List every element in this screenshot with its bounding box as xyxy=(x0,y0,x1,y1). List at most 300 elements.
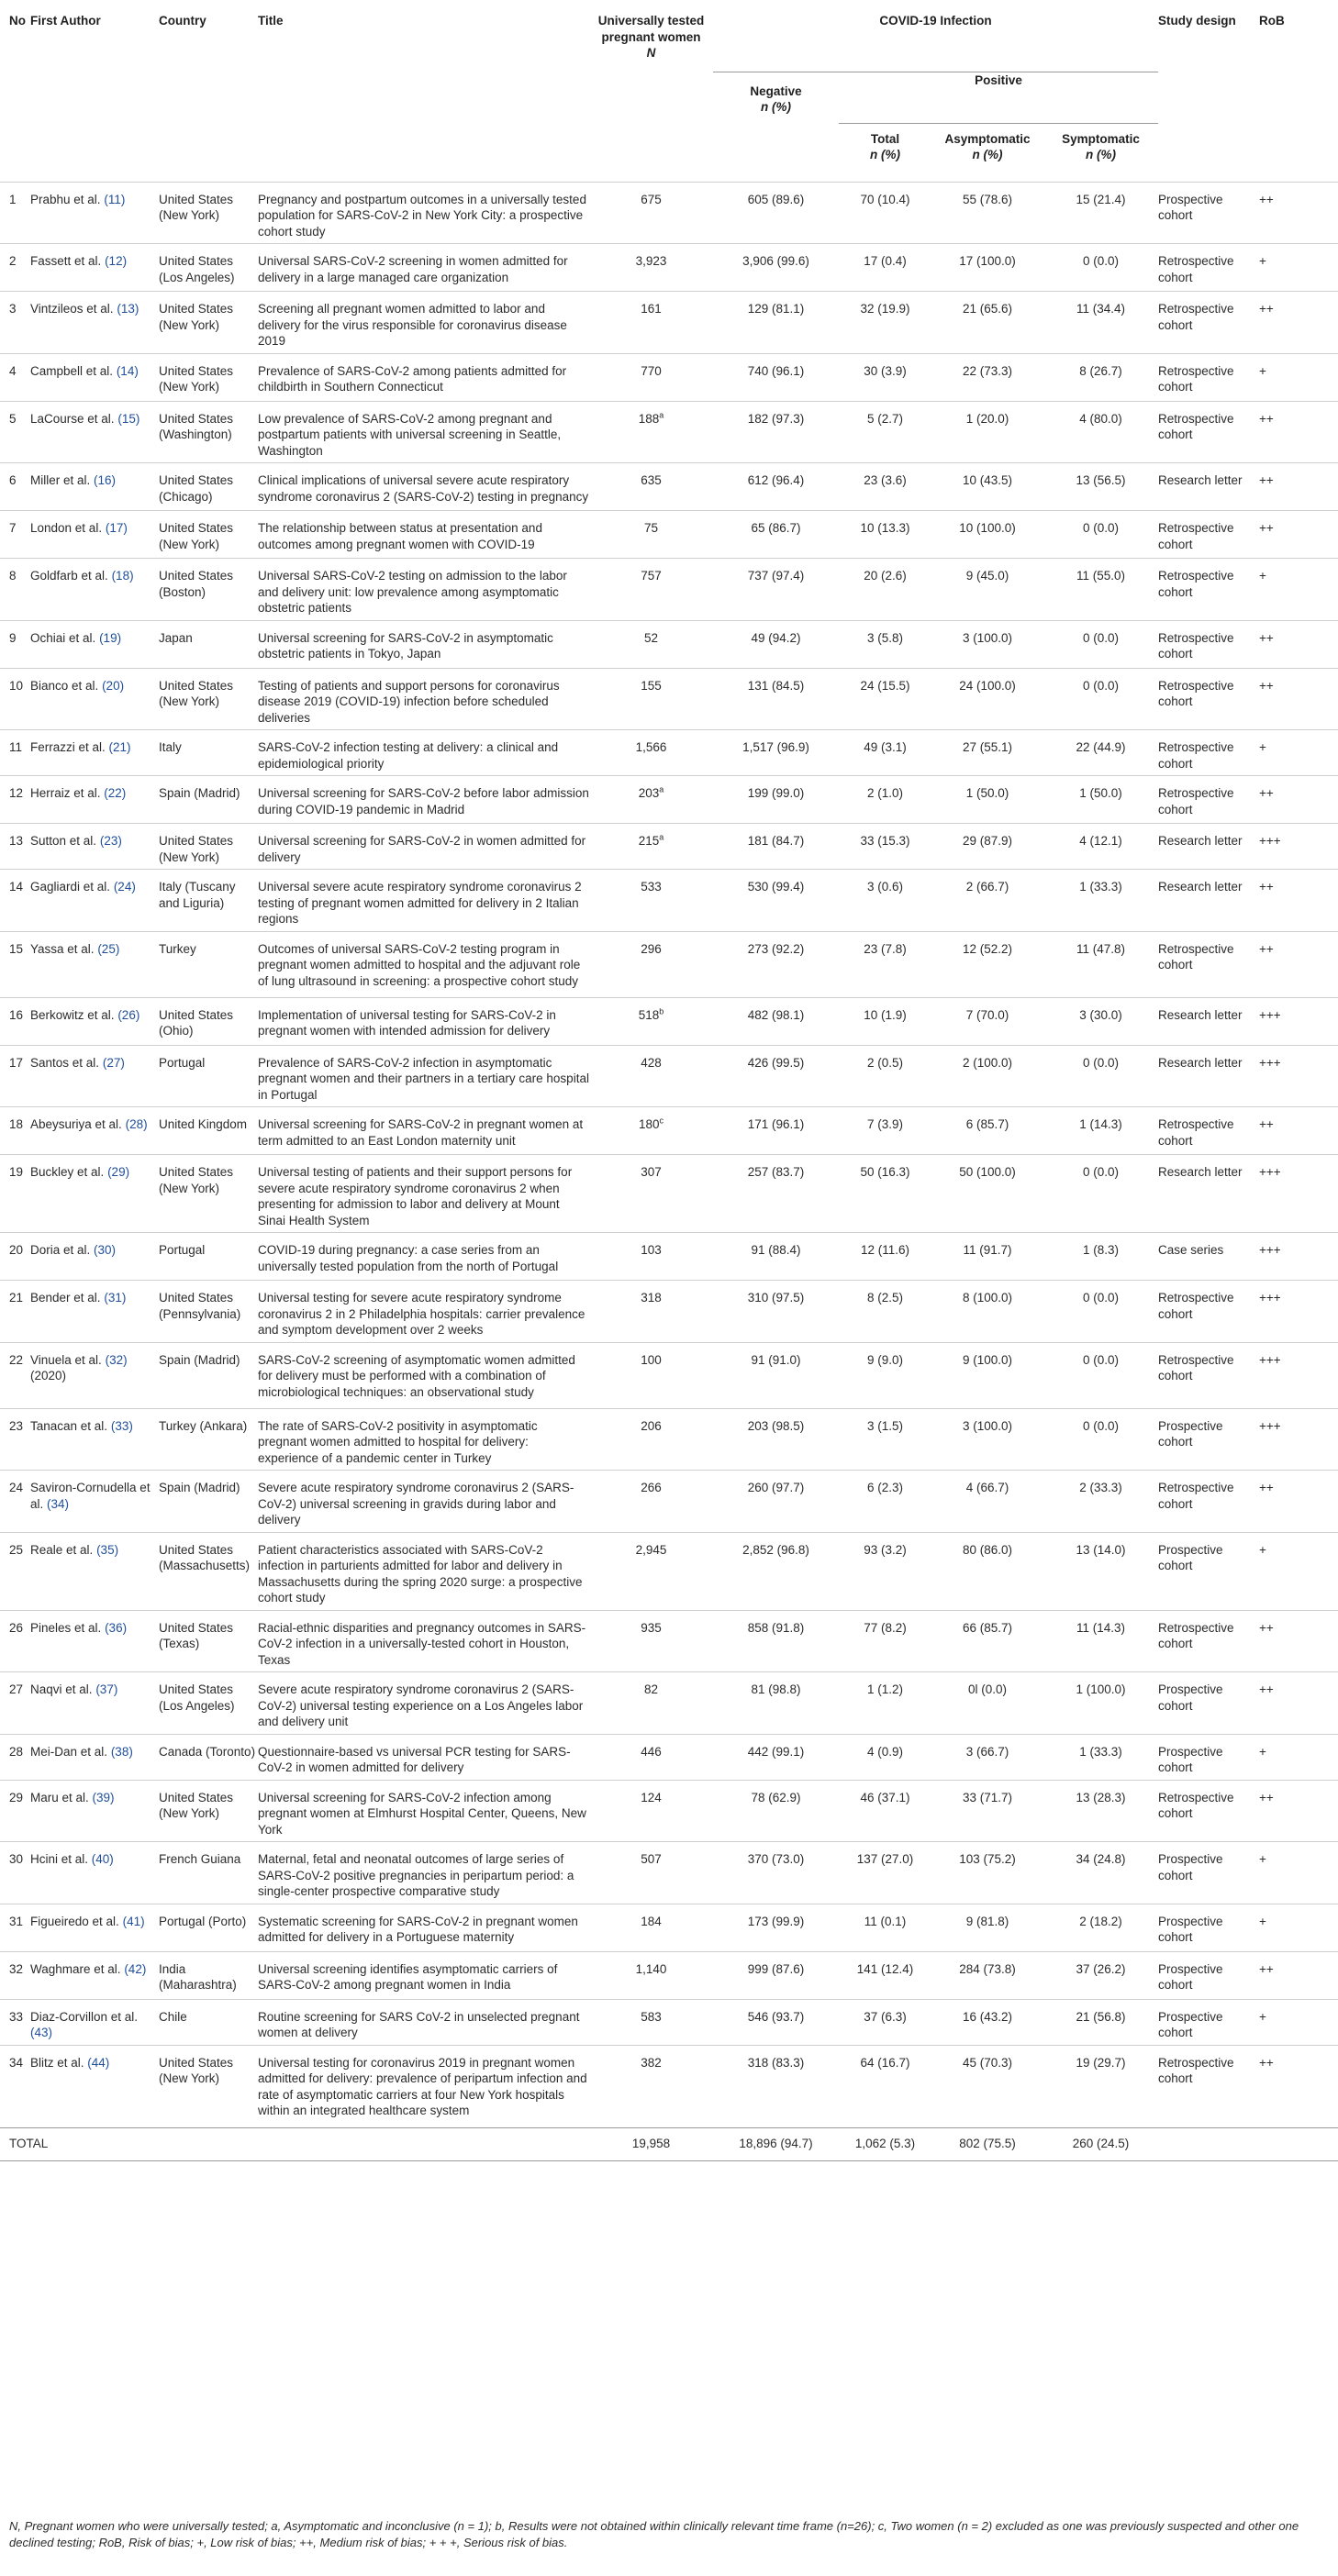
tested-n-value: 82 xyxy=(643,1682,659,1696)
author-name: Bender et al. xyxy=(30,1291,101,1305)
row-negative: 370 (73.0) xyxy=(713,1842,839,1904)
row-number: 14 xyxy=(0,870,30,932)
reference-link[interactable]: (12) xyxy=(105,254,128,268)
row-number: 2 xyxy=(0,244,30,292)
row-asymptomatic: 284 (73.8) xyxy=(931,1951,1043,1999)
row-negative: 65 (86.7) xyxy=(713,511,839,559)
row-author xyxy=(30,997,159,1045)
reference-link[interactable]: (34) xyxy=(47,1496,70,1511)
row-negative: 273 (92.2) xyxy=(713,931,839,997)
row-country: Italy xyxy=(159,730,258,776)
header-total xyxy=(839,123,931,182)
row-asymptomatic: 6 (85.7) xyxy=(931,1107,1043,1155)
table-row xyxy=(0,1610,1338,1672)
table-row xyxy=(0,1999,1338,2045)
row-study-design: Prospective cohort xyxy=(1158,1532,1259,1610)
table-row xyxy=(0,182,1338,244)
row-number: 6 xyxy=(0,463,30,511)
tested-n-value: 100 xyxy=(641,1352,662,1367)
row-asymptomatic: 9 (45.0) xyxy=(931,559,1043,621)
row-number: 22 xyxy=(0,1342,30,1408)
row-country: India (Maharashtra) xyxy=(159,1951,258,1999)
reference-link[interactable]: (35) xyxy=(96,1542,119,1557)
row-rob: + xyxy=(1259,353,1338,401)
row-symptomatic: 4 (80.0) xyxy=(1043,401,1158,463)
row-positive-total: 77 (8.2) xyxy=(839,1610,931,1672)
reference-link[interactable]: (21) xyxy=(108,740,131,754)
table-row xyxy=(0,1951,1338,1999)
row-study-design: Retrospective cohort xyxy=(1158,1610,1259,1672)
author-name: Figueiredo et al. xyxy=(30,1914,119,1928)
reference-link[interactable]: (24) xyxy=(113,880,136,894)
row-tested-n xyxy=(589,1045,713,1107)
total-label: TOTAL xyxy=(0,2127,589,2161)
author-name: London et al. xyxy=(30,521,103,535)
row-symptomatic: 0 (0.0) xyxy=(1043,244,1158,292)
row-number: 4 xyxy=(0,353,30,401)
author-name: Campbell et al. xyxy=(30,363,114,378)
row-asymptomatic: 1 (50.0) xyxy=(931,776,1043,824)
table-row xyxy=(0,401,1338,463)
row-study-design: Research letter xyxy=(1158,824,1259,870)
table-row xyxy=(0,1045,1338,1107)
reference-link[interactable]: (30) xyxy=(94,1243,117,1257)
header-tested-line2: pregnant women xyxy=(601,29,701,44)
row-study-design: Retrospective cohort xyxy=(1158,244,1259,292)
row-country: United States (New York) xyxy=(159,353,258,401)
tested-n-value: 428 xyxy=(641,1055,662,1070)
table-row xyxy=(0,1233,1338,1281)
author-name: LaCourse et al. xyxy=(30,411,115,426)
row-positive-total: 5 (2.7) xyxy=(839,401,931,463)
table-row xyxy=(0,776,1338,824)
header-rob: RoB xyxy=(1259,14,1285,28)
row-rob: ++ xyxy=(1259,1107,1338,1155)
row-study-design: Prospective cohort xyxy=(1158,1408,1259,1471)
reference-link[interactable]: (41) xyxy=(122,1914,145,1928)
reference-link[interactable]: (25) xyxy=(97,941,120,956)
row-asymptomatic: 0l (0.0) xyxy=(931,1672,1043,1735)
reference-link[interactable]: (38) xyxy=(110,1744,133,1759)
table-row xyxy=(0,730,1338,776)
row-asymptomatic: 24 (100.0) xyxy=(931,668,1043,730)
row-number: 21 xyxy=(0,1281,30,1343)
row-negative: 858 (91.8) xyxy=(713,1610,839,1672)
reference-link[interactable]: (27) xyxy=(102,1055,125,1070)
tested-n-value: 266 xyxy=(641,1481,662,1494)
row-title: Universal testing for coronavirus 2019 in pregnant women admitted for delivery: prevalence of peripartum infection and rate of asymptomatic carriers at four New York hospitals within an integrated healthcare system xyxy=(258,2045,589,2127)
row-asymptomatic: 29 (87.9) xyxy=(931,824,1043,870)
row-asymptomatic: 9 (100.0) xyxy=(931,1342,1043,1408)
row-number: 9 xyxy=(0,620,30,668)
tested-n-value: 518 xyxy=(638,1007,660,1022)
row-title: Implementation of universal testing for SARS-CoV-2 in pregnant women with intended admission for delivery xyxy=(258,997,589,1045)
row-study-design: Retrospective cohort xyxy=(1158,1471,1259,1533)
row-positive-total: 32 (19.9) xyxy=(839,292,931,354)
reference-link[interactable]: (17) xyxy=(105,521,128,535)
reference-link[interactable]: (44) xyxy=(87,2055,110,2070)
reference-link[interactable]: (39) xyxy=(92,1790,115,1804)
row-study-design: Retrospective cohort xyxy=(1158,1780,1259,1842)
footnote-marker: c xyxy=(659,1116,664,1126)
row-study-design: Research letter xyxy=(1158,1155,1259,1233)
tested-n-value: 184 xyxy=(641,1914,662,1928)
author-name: Gagliardi et al. xyxy=(30,880,111,894)
row-study-design: Prospective cohort xyxy=(1158,1904,1259,1951)
tested-n-value: 1,566 xyxy=(635,740,667,754)
table-footnote: N, Pregnant women who were universally tested; a, Asymptomatic and inconclusive (n = 1); b, Results were not obtained within clinically relevant time frame (n=26); c, Two women (n = 2) excluded as one was previously suspected and other one declined testing; RoB, Risk of bias; +, Low risk of bias; ++, Medium risk of bias; + + +, Serious risk of bias. xyxy=(9,2519,1299,2549)
tested-n-value: 533 xyxy=(641,880,662,894)
header-negative-unit: n (%) xyxy=(761,100,791,114)
tested-n-value: 75 xyxy=(643,521,659,535)
row-study-design: Retrospective cohort xyxy=(1158,730,1259,776)
row-study-design: Retrospective cohort xyxy=(1158,776,1259,824)
tested-n-value: 52 xyxy=(643,630,659,645)
row-tested-n xyxy=(589,182,713,244)
row-rob: ++ xyxy=(1259,1951,1338,1999)
row-study-design: Retrospective cohort xyxy=(1158,1107,1259,1155)
reference-link[interactable]: (28) xyxy=(125,1117,148,1131)
row-rob: + xyxy=(1259,244,1338,292)
table-row xyxy=(0,1904,1338,1951)
row-author xyxy=(30,1951,159,1999)
row-number: 28 xyxy=(0,1734,30,1780)
row-positive-total: 141 (12.4) xyxy=(839,1951,931,1999)
header-negative-label: Negative xyxy=(750,83,802,98)
row-tested-n xyxy=(589,1999,713,2045)
author-name: Saviron-Cornudella et al. xyxy=(30,1481,151,1511)
row-author xyxy=(30,292,159,354)
row-country: United States (Texas) xyxy=(159,1610,258,1672)
row-tested-n xyxy=(589,620,713,668)
row-positive-total: 10 (1.9) xyxy=(839,997,931,1045)
row-rob: + xyxy=(1259,559,1338,621)
row-study-design: Retrospective cohort xyxy=(1158,511,1259,559)
reference-link[interactable]: (33) xyxy=(110,1418,133,1433)
row-asymptomatic: 8 (100.0) xyxy=(931,1281,1043,1343)
reference-link[interactable]: (26) xyxy=(117,1007,140,1022)
row-country: United States (New York) xyxy=(159,292,258,354)
reference-link[interactable]: (19) xyxy=(99,630,122,645)
row-asymptomatic: 1 (20.0) xyxy=(931,401,1043,463)
row-asymptomatic: 2 (100.0) xyxy=(931,1045,1043,1107)
row-negative: 612 (96.4) xyxy=(713,463,839,511)
row-country: Japan xyxy=(159,620,258,668)
row-symptomatic: 11 (14.3) xyxy=(1043,1610,1158,1672)
row-positive-total: 37 (6.3) xyxy=(839,1999,931,2045)
row-symptomatic: 1 (14.3) xyxy=(1043,1107,1158,1155)
row-number: 29 xyxy=(0,1780,30,1842)
row-tested-n xyxy=(589,730,713,776)
reference-link[interactable]: (20) xyxy=(102,678,125,693)
row-number: 32 xyxy=(0,1951,30,1999)
row-positive-total: 20 (2.6) xyxy=(839,559,931,621)
reference-link[interactable]: (13) xyxy=(117,302,139,316)
row-author xyxy=(30,1904,159,1951)
row-country: Portugal (Porto) xyxy=(159,1904,258,1951)
row-tested-n xyxy=(589,1233,713,1281)
header-negative xyxy=(713,72,839,182)
row-tested-n xyxy=(589,668,713,730)
row-author xyxy=(30,1672,159,1735)
row-rob: +++ xyxy=(1259,1155,1338,1233)
row-tested-n xyxy=(589,511,713,559)
author-name: Miller et al. xyxy=(30,473,91,487)
row-negative: 605 (89.6) xyxy=(713,182,839,244)
tested-n-value: 155 xyxy=(641,678,662,693)
row-negative: 203 (98.5) xyxy=(713,1408,839,1471)
row-tested-n xyxy=(589,1281,713,1343)
author-name: Blitz et al. xyxy=(30,2055,84,2070)
row-negative: 260 (97.7) xyxy=(713,1471,839,1533)
row-number: 24 xyxy=(0,1471,30,1533)
row-negative: 999 (87.6) xyxy=(713,1951,839,1999)
row-symptomatic: 0 (0.0) xyxy=(1043,1155,1158,1233)
table-header xyxy=(0,0,1338,182)
tested-n-value: 507 xyxy=(641,1852,662,1866)
row-negative: 182 (97.3) xyxy=(713,401,839,463)
row-title: SARS-CoV-2 infection testing at delivery: a clinical and epidemiological priority xyxy=(258,730,589,776)
row-positive-total: 7 (3.9) xyxy=(839,1107,931,1155)
row-author xyxy=(30,1233,159,1281)
row-positive-total: 49 (3.1) xyxy=(839,730,931,776)
header-tested xyxy=(589,0,713,182)
author-name: Santos et al. xyxy=(30,1055,100,1070)
header-positive-label: Positive xyxy=(975,72,1022,87)
row-positive-total: 33 (15.3) xyxy=(839,824,931,870)
footnote-marker: a xyxy=(659,410,664,419)
row-asymptomatic: 80 (86.0) xyxy=(931,1532,1043,1610)
row-asymptomatic: 11 (91.7) xyxy=(931,1233,1043,1281)
row-tested-n xyxy=(589,997,713,1045)
row-asymptomatic: 9 (81.8) xyxy=(931,1904,1043,1951)
row-symptomatic: 2 (18.2) xyxy=(1043,1904,1158,1951)
row-asymptomatic: 55 (78.6) xyxy=(931,182,1043,244)
row-negative: 2,852 (96.8) xyxy=(713,1532,839,1610)
row-tested-n xyxy=(589,463,713,511)
author-name: Prabhu et al. xyxy=(30,192,101,206)
row-asymptomatic: 21 (65.6) xyxy=(931,292,1043,354)
table-row xyxy=(0,463,1338,511)
total-row xyxy=(0,2127,1338,2161)
row-number: 33 xyxy=(0,1999,30,2045)
row-symptomatic: 13 (14.0) xyxy=(1043,1532,1158,1610)
row-tested-n xyxy=(589,1672,713,1735)
row-asymptomatic: 50 (100.0) xyxy=(931,1155,1043,1233)
table-row xyxy=(0,353,1338,401)
header-symptomatic xyxy=(1043,123,1158,182)
row-rob: ++ xyxy=(1259,463,1338,511)
author-name: Berkowitz et al. xyxy=(30,1007,115,1022)
row-asymptomatic: 3 (66.7) xyxy=(931,1734,1043,1780)
table-row xyxy=(0,668,1338,730)
row-asymptomatic: 22 (73.3) xyxy=(931,353,1043,401)
header-asymptomatic xyxy=(931,123,1043,182)
row-rob: ++ xyxy=(1259,2045,1338,2127)
author-name: Vinuela et al. xyxy=(30,1352,102,1367)
row-study-design: Prospective cohort xyxy=(1158,1672,1259,1735)
row-rob: + xyxy=(1259,1904,1338,1951)
row-rob: ++ xyxy=(1259,620,1338,668)
row-author xyxy=(30,559,159,621)
row-negative: 318 (83.3) xyxy=(713,2045,839,2127)
row-rob: ++ xyxy=(1259,511,1338,559)
row-number: 27 xyxy=(0,1672,30,1735)
row-negative: 482 (98.1) xyxy=(713,997,839,1045)
tested-n-value: 296 xyxy=(641,941,662,956)
row-negative: 740 (96.1) xyxy=(713,353,839,401)
row-title: The relationship between status at presentation and outcomes among pregnant women with COVID-19 xyxy=(258,511,589,559)
row-title: Universal testing for severe acute respiratory syndrome coronavirus 2 in 2 Philadelphia hospitals: carrier prevalence and symptom development over 2 weeks xyxy=(258,1281,589,1343)
row-author xyxy=(30,244,159,292)
row-symptomatic: 8 (26.7) xyxy=(1043,353,1158,401)
row-asymptomatic: 3 (100.0) xyxy=(931,620,1043,668)
row-study-design: Prospective cohort xyxy=(1158,182,1259,244)
row-rob: ++ xyxy=(1259,776,1338,824)
row-symptomatic: 0 (0.0) xyxy=(1043,1342,1158,1408)
row-country: Turkey (Ankara) xyxy=(159,1408,258,1471)
total-empty-design xyxy=(1158,2127,1259,2161)
tested-n-value: 180 xyxy=(638,1117,660,1131)
reference-link[interactable]: (18) xyxy=(111,569,134,583)
row-title: Screening all pregnant women admitted to labor and delivery for the virus responsible for coronavirus disease 2019 xyxy=(258,292,589,354)
reference-link[interactable]: (22) xyxy=(104,786,127,800)
row-title: Severe acute respiratory syndrome coronavirus 2 (SARS-CoV-2) universal screening in gravids during labor and delivery xyxy=(258,1471,589,1533)
reference-link[interactable]: (42) xyxy=(124,1961,147,1976)
reference-link[interactable]: (36) xyxy=(105,1620,128,1635)
row-asymptomatic: 4 (66.7) xyxy=(931,1471,1043,1533)
table-row xyxy=(0,1780,1338,1842)
row-rob: +++ xyxy=(1259,997,1338,1045)
row-number: 12 xyxy=(0,776,30,824)
row-tested-n xyxy=(589,1342,713,1408)
row-tested-n xyxy=(589,1532,713,1610)
author-name: Tanacan et al. xyxy=(30,1418,108,1433)
row-asymptomatic: 103 (75.2) xyxy=(931,1842,1043,1904)
row-title: Patient characteristics associated with SARS-CoV-2 infection in parturients admitted for labor and delivery in Massachusetts during the spring 2020 surge: a prospective cohort study xyxy=(258,1532,589,1610)
row-symptomatic: 1 (33.3) xyxy=(1043,1734,1158,1780)
row-positive-total: 12 (11.6) xyxy=(839,1233,931,1281)
row-study-design: Research letter xyxy=(1158,997,1259,1045)
reference-link[interactable]: (14) xyxy=(116,363,139,378)
header-tested-line3: N xyxy=(646,46,656,60)
row-number: 7 xyxy=(0,511,30,559)
row-rob: +++ xyxy=(1259,1281,1338,1343)
row-number: 23 xyxy=(0,1408,30,1471)
author-name: Buckley et al. xyxy=(30,1165,105,1179)
row-title: Low prevalence of SARS-CoV-2 among pregnant and postpartum patients with universal screening in Seattle, Washington xyxy=(258,401,589,463)
row-author xyxy=(30,1610,159,1672)
reference-link[interactable]: (31) xyxy=(104,1291,127,1305)
author-name: Naqvi et al. xyxy=(30,1682,93,1696)
row-title: Pregnancy and postpartum outcomes in a universally tested population for SARS-CoV-2 in New York City: a prospective cohort study xyxy=(258,182,589,244)
row-title: SARS-CoV-2 screening of asymptomatic women admitted for delivery must be performed with a combination of microbiological techniques: an observational study xyxy=(258,1342,589,1408)
row-symptomatic: 0 (0.0) xyxy=(1043,1281,1158,1343)
row-title: Universal screening identifies asymptomatic carriers of SARS-CoV-2 among pregnant women in India xyxy=(258,1951,589,1999)
table-row xyxy=(0,1672,1338,1735)
row-title: Routine screening for SARS CoV-2 in unselected pregnant women at delivery xyxy=(258,1999,589,2045)
row-study-design: Retrospective cohort xyxy=(1158,559,1259,621)
tested-n-value: 103 xyxy=(641,1243,662,1257)
row-number: 31 xyxy=(0,1904,30,1951)
reference-link[interactable]: (15) xyxy=(117,411,140,426)
row-symptomatic: 1 (50.0) xyxy=(1043,776,1158,824)
header-symptomatic-label: Symptomatic xyxy=(1062,131,1140,146)
row-positive-total: 10 (13.3) xyxy=(839,511,931,559)
reference-link[interactable]: (16) xyxy=(94,473,117,487)
row-negative: 173 (99.9) xyxy=(713,1904,839,1951)
row-study-design: Prospective cohort xyxy=(1158,1951,1259,1999)
author-name: Maru et al. xyxy=(30,1790,89,1804)
table-row xyxy=(0,620,1338,668)
row-author xyxy=(30,1734,159,1780)
row-author xyxy=(30,1780,159,1842)
reference-link[interactable]: (40) xyxy=(91,1852,114,1866)
row-symptomatic: 1 (8.3) xyxy=(1043,1233,1158,1281)
row-title: Universal screening for SARS-CoV-2 before labor admission during COVID-19 pandemic in Madrid xyxy=(258,776,589,824)
tested-n-value: 124 xyxy=(641,1790,662,1804)
row-title: Testing of patients and support persons for coronavirus disease 2019 (COVID-19) infection before scheduled deliveries xyxy=(258,668,589,730)
table-row xyxy=(0,997,1338,1045)
row-asymptomatic: 17 (100.0) xyxy=(931,244,1043,292)
row-tested-n xyxy=(589,1904,713,1951)
table-row xyxy=(0,511,1338,559)
reference-link[interactable]: (37) xyxy=(95,1682,118,1696)
row-positive-total: 93 (3.2) xyxy=(839,1532,931,1610)
row-study-design: Retrospective cohort xyxy=(1158,2045,1259,2127)
row-negative: 1,517 (96.9) xyxy=(713,730,839,776)
row-country: United Kingdom xyxy=(159,1107,258,1155)
row-positive-total: 24 (15.5) xyxy=(839,668,931,730)
row-number: 8 xyxy=(0,559,30,621)
reference-link[interactable]: (23) xyxy=(99,834,122,848)
row-symptomatic: 13 (56.5) xyxy=(1043,463,1158,511)
row-rob: + xyxy=(1259,1734,1338,1780)
author-name: Waghmare et al. xyxy=(30,1961,121,1976)
row-positive-total: 2 (1.0) xyxy=(839,776,931,824)
row-number: 25 xyxy=(0,1532,30,1610)
reference-link[interactable]: (29) xyxy=(107,1165,130,1179)
row-symptomatic: 1 (100.0) xyxy=(1043,1672,1158,1735)
row-author xyxy=(30,730,159,776)
reference-link[interactable]: (43) xyxy=(30,2026,53,2039)
total-symptomatic: 260 (24.5) xyxy=(1043,2127,1158,2161)
author-name: Ferrazzi et al. xyxy=(30,740,106,754)
row-positive-total: 50 (16.3) xyxy=(839,1155,931,1233)
tested-n-value: 583 xyxy=(641,2009,662,2024)
tested-n-value: 2,945 xyxy=(635,1542,667,1557)
row-negative: 129 (81.1) xyxy=(713,292,839,354)
row-positive-total: 64 (16.7) xyxy=(839,2045,931,2127)
row-positive-total: 70 (10.4) xyxy=(839,182,931,244)
row-author xyxy=(30,931,159,997)
row-asymptomatic: 3 (100.0) xyxy=(931,1408,1043,1471)
row-rob: ++ xyxy=(1259,401,1338,463)
row-author xyxy=(30,1281,159,1343)
reference-link[interactable]: (11) xyxy=(104,192,126,206)
total-negative: 18,896 (94.7) xyxy=(713,2127,839,2161)
row-symptomatic: 0 (0.0) xyxy=(1043,668,1158,730)
row-positive-total: 137 (27.0) xyxy=(839,1842,931,1904)
row-country: Spain (Madrid) xyxy=(159,1471,258,1533)
row-title: Universal screening for SARS-CoV-2 infection among pregnant women at Elmhurst Hospital Center, Queens, New York xyxy=(258,1780,589,1842)
row-study-design: Case series xyxy=(1158,1233,1259,1281)
row-country: French Guiana xyxy=(159,1842,258,1904)
row-rob: +++ xyxy=(1259,1408,1338,1471)
reference-link[interactable]: (32) xyxy=(105,1352,128,1367)
author-name: Bianco et al. xyxy=(30,678,99,693)
row-tested-n xyxy=(589,1155,713,1233)
